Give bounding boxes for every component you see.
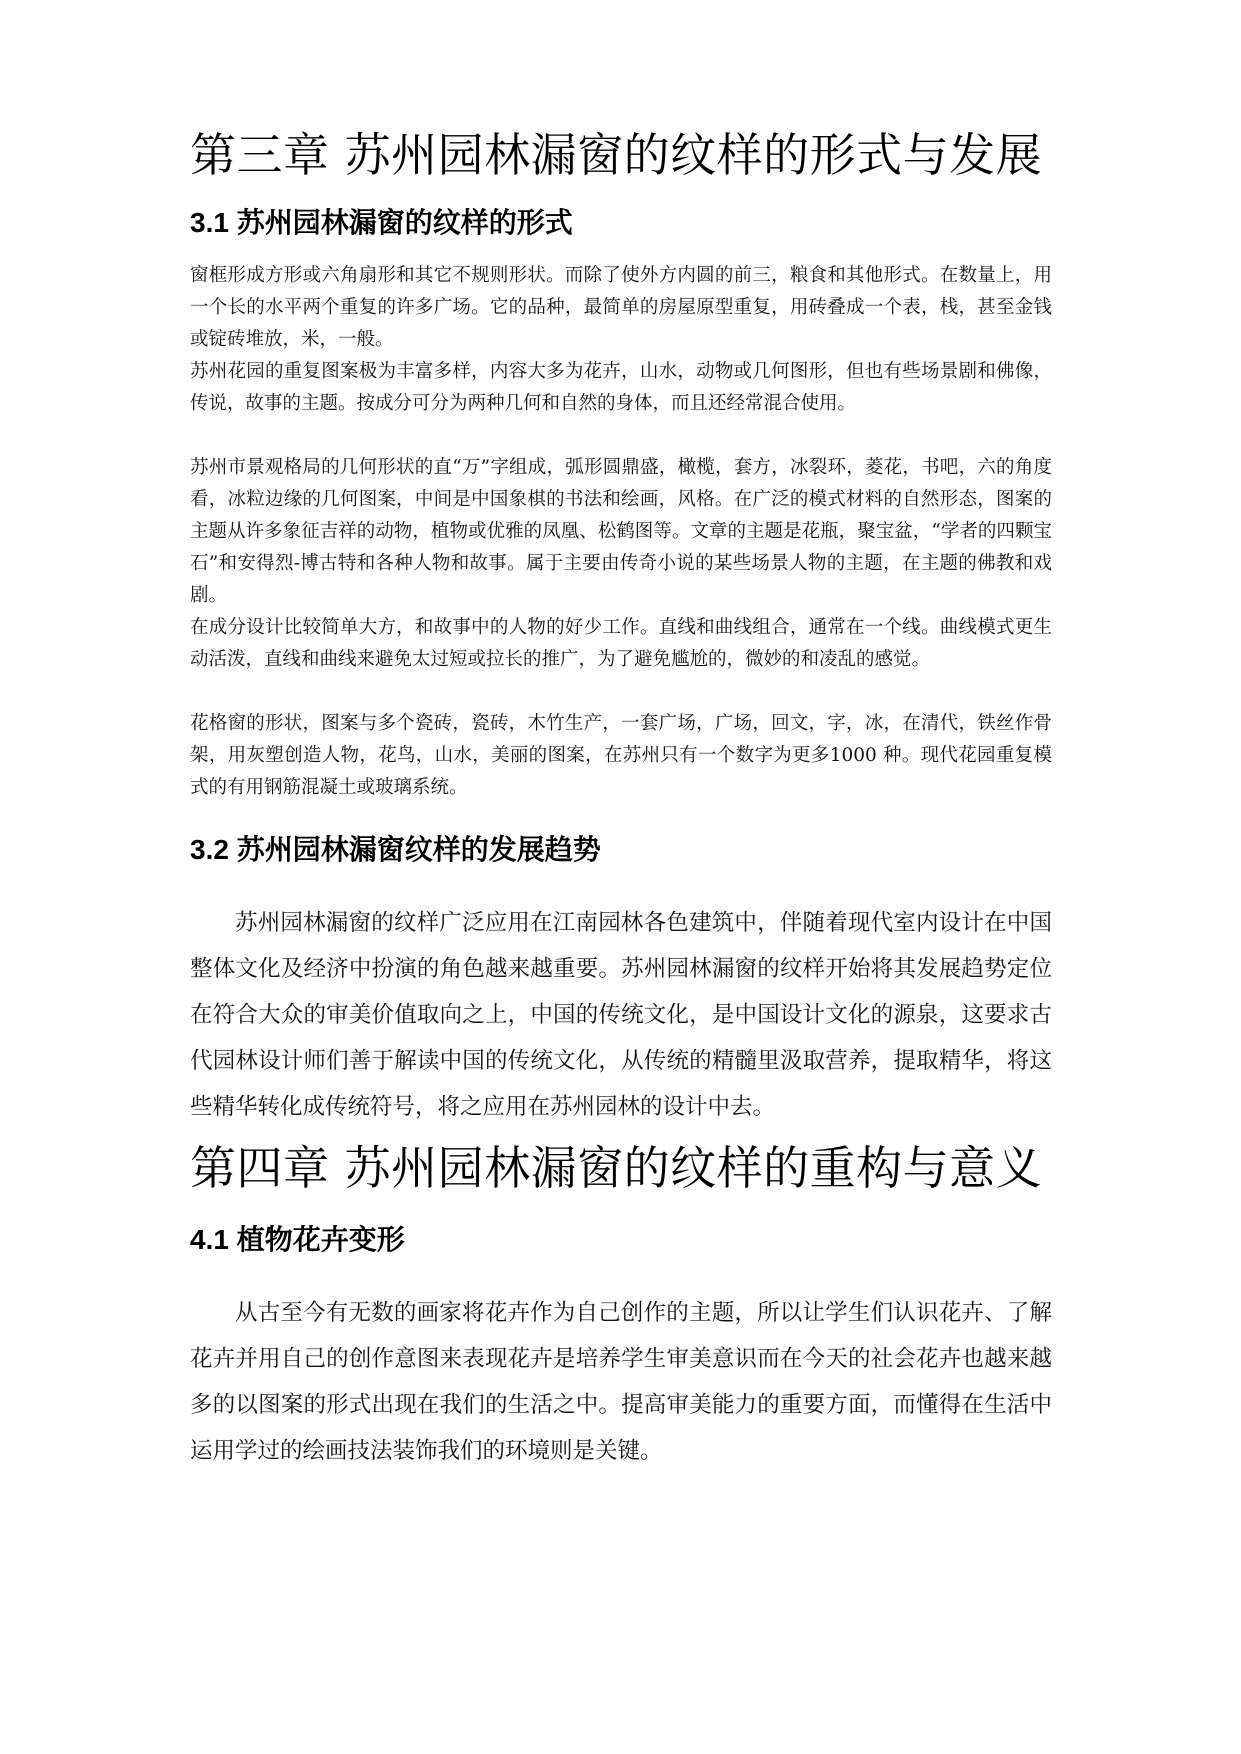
chapter-3-title: 第三章 苏州园林漏窗的纹样的形式与发展	[190, 128, 1043, 182]
section-3-1-paragraph-1: 窗框形成方形或六角扇形和其它不规则形状。而除了使外方内圆的前三，粮食和其他形式。在数量上，用一个长的水平两个重复的许多广场。它的品种，最简单的房屋原型重复，用砖叠成一个表，栈，甚至金钱或锭砖堆放，米，一般。	[190, 265, 1052, 350]
section-3-2-body	[190, 900, 1052, 1130]
chapter-4-title: 第四章 苏州园林漏窗的纹样的重构与意义	[190, 1141, 1043, 1195]
section-4-1-title: 4.1 植物花卉变形	[190, 1224, 405, 1255]
section-3-1-paragraph-5: 花格窗的形状，图案与多个瓷砖，瓷砖，木竹生产，一套广场，广场，回文，字，冰，在清代，铁丝作骨架，用灰塑创造人物，花鸟，山水，美丽的图案，在苏州只有一个数字为更多1000 种。现代花园重复模式的有用钢筋混凝土或玻璃系统。	[190, 713, 1052, 798]
section-3-2-title: 3.2 苏州园林漏窗纹样的发展趋势	[190, 834, 601, 865]
section-3-1-title: 3.1 苏州园林漏窗的纹样的形式	[190, 207, 573, 238]
section-3-1-paragraph-4: 在成分设计比较简单大方，和故事中的人物的好少工作。直线和曲线组合，通常在一个线。曲线模式更生动活泼，直线和曲线来避免太过短或拉长的推广，为了避免尴尬的，微妙的和凌乱的感觉。	[190, 617, 1052, 670]
section-4-1-paragraph: 从古至今有无数的画家将花卉作为自己创作的主题，所以让学生们认识花卉、了解花卉并用自己的创作意图来表现花卉是培养学生审美意识而在今天的社会花卉也越来越多的以图案的形式出现在我们的生活之中。提高审美能力的重要方面，而懂得在生活中运用学过的绘画技法装饰我们的环境则是关键。	[190, 1300, 1052, 1464]
section-3-1-paragraph-3: 苏州市景观格局的几何形状的直“万”字组成，弧形圆鼎盛，橄榄，套方，冰裂环，菱花，书吧，六的角度看，冰粒边缘的几何图案，中间是中国象棋的书法和绘画，风格。在广泛的模式材料的自然形态，图案的主题从许多象征吉祥的动物，植物或优雅的凤凰、松鹤图等。文章的主题是花瓶，聚宝盆，“学者的四颗宝石”和安得烈-博古特和各种人物和故事。属于主要由传奇小说的某些场景人物的主题，在主题的佛教和戏剧。	[190, 457, 1052, 606]
section-3-2-paragraph: 苏州园林漏窗的纹样广泛应用在江南园林各色建筑中，伴随着现代室内设计在中国整体文化及经济中扮演的角色越来越重要。苏州园林漏窗的纹样开始将其发展趋势定位在符合大众的审美价值取向之上，中国的传统文化，是中国设计文化的源泉，这要求古代园林设计师们善于解读中国的传统文化，从传统的精髓里汲取营养，提取精华，将这些精华转化成传统符号，将之应用在苏州园林的设计中去。	[190, 910, 1052, 1120]
section-4-1-body	[190, 1290, 1052, 1474]
section-3-1-paragraph-2: 苏州花园的重复图案极为丰富多样，内容大多为花卉，山水，动物或几何图形，但也有些场景剧和佛像，传说，故事的主题。按成分可分为两种几何和自然的身体，而且还经常混合使用。	[190, 361, 1052, 414]
